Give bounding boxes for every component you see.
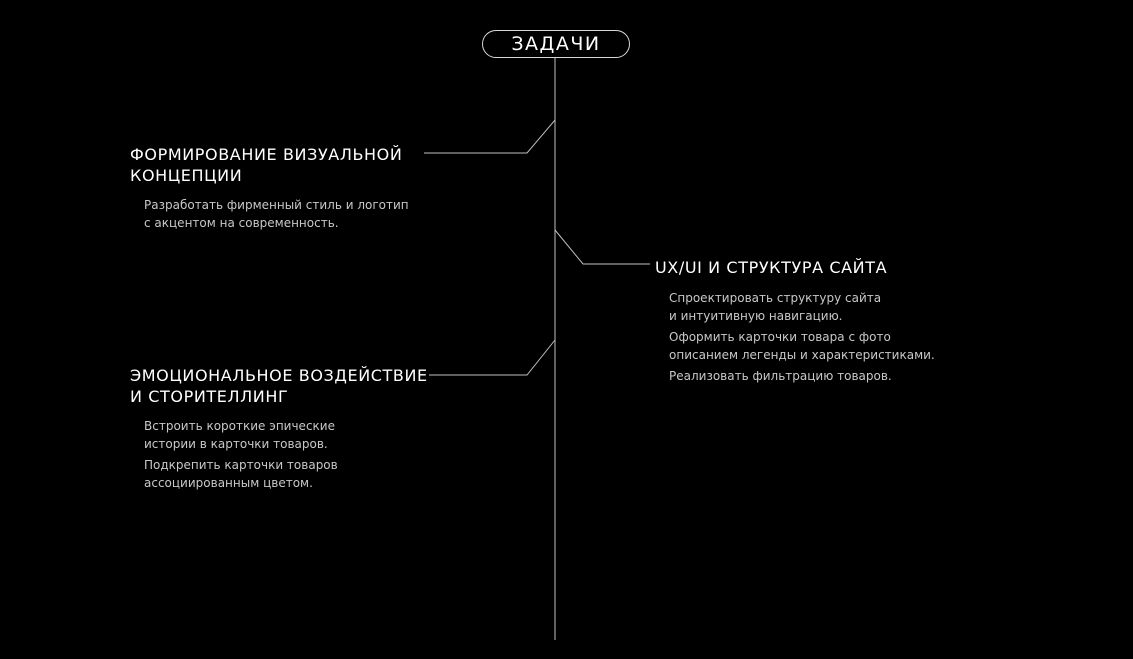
task-item	[144, 417, 428, 453]
task-item-line: Подкрепить карточки товаров	[144, 458, 338, 472]
task-item	[669, 328, 935, 364]
task-item	[669, 367, 935, 385]
tasks-title-pill	[482, 30, 630, 58]
task-item-line: истории в карточки товаров.	[144, 437, 328, 451]
task-heading-line: UX/UI И СТРУКТУРА САЙТА	[655, 258, 888, 277]
task-item-line: ассоциированным цветом.	[144, 476, 313, 490]
task-items	[130, 196, 409, 232]
task-heading	[130, 365, 428, 407]
task-heading	[655, 257, 935, 278]
task-heading	[130, 144, 409, 186]
task-item-line: описанием легенды и характеристиками.	[669, 348, 935, 362]
task-visual-concept	[130, 144, 409, 235]
task-item-line: Разработать фирменный стиль и логотип	[144, 198, 409, 212]
connector-task-3	[429, 340, 555, 375]
task-heading-line: КОНЦЕПЦИИ	[130, 166, 243, 185]
tasks-title: ЗАДАЧИ	[511, 33, 601, 55]
task-heading-line: ЭМОЦИОНАЛЬНОЕ ВОЗДЕЙСТВИЕ	[130, 366, 428, 385]
task-heading-line: ФОРМИРОВАНИЕ ВИЗУАЛЬНОЙ	[130, 145, 403, 164]
task-emotional-storytelling	[130, 365, 428, 495]
task-item-line: Спроектировать структуру сайта	[669, 291, 882, 305]
task-items	[130, 417, 428, 492]
task-item-line: Реализовать фильтрацию товаров.	[669, 369, 892, 383]
connector-task-2	[555, 230, 650, 264]
task-item-line: с акцентом на современность.	[144, 216, 339, 230]
task-ux-ui-structure	[655, 257, 935, 388]
task-item-line: и интуитивную навигацию.	[669, 309, 843, 323]
task-items	[655, 289, 935, 385]
task-item-line: Встроить короткие эпические	[144, 419, 335, 433]
task-item	[144, 196, 409, 232]
task-item	[669, 289, 935, 325]
task-item-line: Оформить карточки товара с фото	[669, 330, 891, 344]
task-item	[144, 456, 428, 492]
task-heading-line: И СТОРИТЕЛЛИНГ	[130, 387, 289, 406]
connector-task-1	[424, 120, 555, 153]
